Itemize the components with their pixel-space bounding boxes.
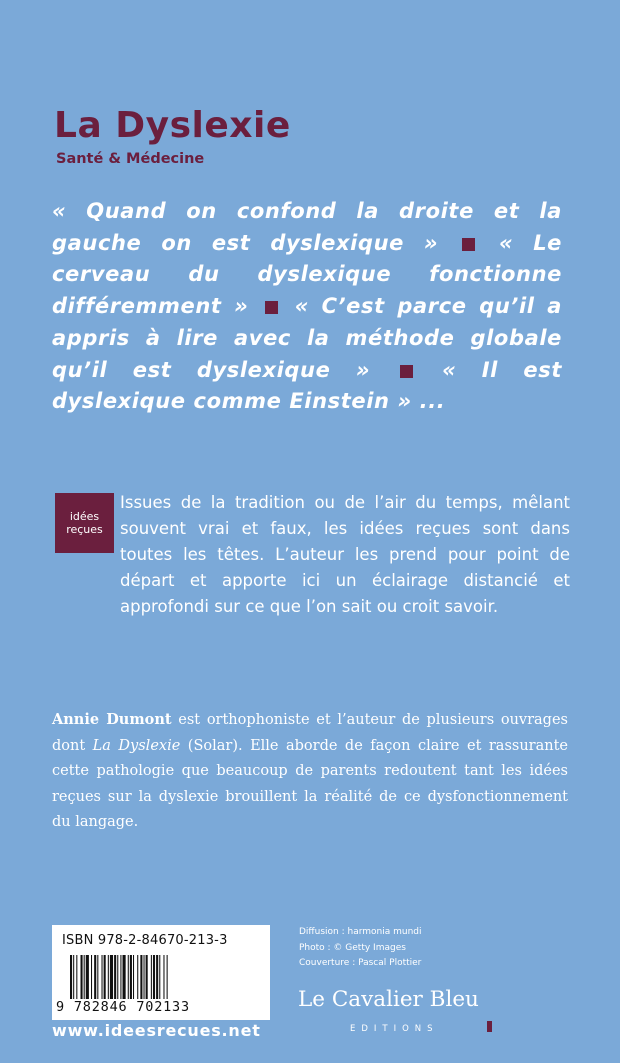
barcode-bar <box>133 955 134 999</box>
barcode-bar <box>163 955 164 999</box>
quotes-block <box>52 196 562 418</box>
barcode-bar <box>84 955 85 999</box>
quote-1: « Quand on confond la droite et la gauche on est dyslexique » <box>52 199 562 255</box>
barcode-bar <box>73 955 74 999</box>
barcode-bar <box>144 955 145 999</box>
barcode-bar <box>140 955 142 999</box>
barcode-bar <box>97 955 98 999</box>
book-subtitle: Santé & Médecine <box>56 151 205 167</box>
author-bio <box>52 707 568 836</box>
publisher-editions: EDITIONS <box>350 1024 439 1034</box>
barcode-bar <box>130 955 132 999</box>
barcode-bar <box>146 955 148 999</box>
barcode-bar <box>151 955 152 999</box>
barcode-bar <box>102 955 103 999</box>
barcode-bar <box>156 955 158 999</box>
publisher-name: Le Cavalier Bleu <box>298 987 479 1012</box>
quote-2: « Le cerveau du dyslexique fonctionne différemment » <box>52 230 563 319</box>
bio-book-title: La Dyslexie <box>92 737 181 754</box>
website-link[interactable]: www.ideesrecues.net <box>52 1021 261 1040</box>
square-bullet-icon <box>265 301 278 314</box>
intro-text: Issues de la tradition ou de l’air du temps, mêlant souvent vrai et faux, les idées reçues sont dans toutes les têtes. L’auteur les prend pour point de départ et apporte ici un éclairage distancié et approfondi sur ce que l’on sait ou croit savoir. <box>120 493 570 616</box>
barcode-number: 9 782846 702133 <box>56 999 190 1015</box>
barcode-bar <box>81 955 83 999</box>
barcode-bar <box>167 955 168 999</box>
publisher-mark-icon <box>487 1021 492 1032</box>
barcode-bar <box>123 955 126 999</box>
barcode-bar <box>117 955 118 999</box>
credit-photo: Photo : © Getty Images <box>299 942 406 953</box>
barcode-bar <box>91 955 92 999</box>
barcode-bar <box>114 955 116 999</box>
isbn-text: ISBN 978-2-84670-213-3 <box>62 933 228 948</box>
barcode-bar <box>120 955 121 999</box>
bio-text-1: est orthophoniste et l’auteur de plusieurs ouvrages dont <box>52 712 568 754</box>
barcode-bar <box>108 955 109 999</box>
barcode-bar <box>110 955 113 999</box>
square-bullet-icon <box>462 238 475 251</box>
quote-3: « C’est parce qu’il a appris à lire avec la méthode globale qu’il est dyslexique » <box>52 294 562 382</box>
barcode-bar <box>137 955 138 999</box>
credit-couverture: Couverture : Pascal Plottier <box>299 958 422 968</box>
square-bullet-icon <box>400 365 413 378</box>
book-title: La Dyslexie <box>54 105 291 146</box>
barcode-bar <box>104 955 106 999</box>
author-name: Annie Dumont <box>52 711 172 728</box>
badge-line-1: idées <box>69 510 100 523</box>
barcode-bar <box>153 955 155 999</box>
barcode-bar <box>94 955 96 999</box>
barcode-bar <box>76 955 77 999</box>
credits-block <box>299 925 422 972</box>
quote-4: « Il est dyslexique comme Einstein » ... <box>52 357 562 414</box>
barcode-bar <box>159 955 160 999</box>
barcode-bar <box>128 955 129 999</box>
barcode-bar <box>86 955 89 999</box>
bio-text-2: (Solar). Elle aborde de façon claire et rassurante cette pathologie que beaucoup de parents redoutent tant les idées reçues sur la dyslexie brouillent la réalité de ce dysfonctionnement du langage. <box>52 737 568 830</box>
barcode-box <box>52 925 270 1020</box>
badge-line-2: reçues <box>66 523 103 536</box>
credit-diffusion: Diffusion : harmonia mundi <box>299 927 422 937</box>
barcode-graphic <box>68 955 260 999</box>
idees-recues-badge <box>55 493 114 553</box>
barcode-bar <box>70 955 72 999</box>
